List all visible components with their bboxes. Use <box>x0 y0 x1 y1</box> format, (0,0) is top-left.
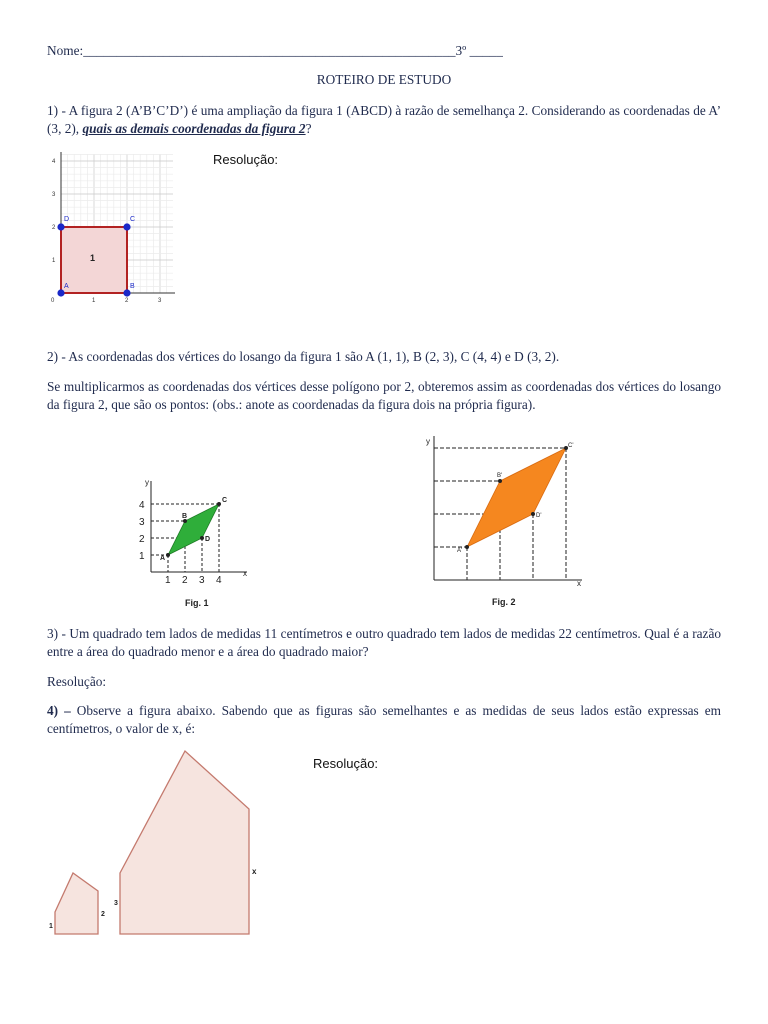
q1-point-label-C: C <box>130 216 136 223</box>
q1-y-tick-label: 2 <box>52 225 56 231</box>
fig1-graph <box>135 475 260 610</box>
fig1-y-tick-label: 1 <box>139 551 145 562</box>
fig2-x-axis-label: x <box>577 579 581 588</box>
fig2-content <box>426 436 582 588</box>
fig1-y-tick-label: 3 <box>139 517 145 528</box>
fig2-point-label: C' <box>568 443 574 449</box>
q1-x-tick-label: 2 <box>125 298 129 304</box>
fig1-content <box>139 478 247 586</box>
q1-text-b: ? <box>305 121 312 136</box>
large-right-label: x <box>252 867 257 876</box>
fig2-point-label: B' <box>497 473 503 479</box>
q4-body: Observe a figura abaixo. Sabendo que as figuras são semelhantes e as medidas de seus lados estão expressas em centímetros, o valor de x, é: <box>47 703 721 736</box>
q1-point-A <box>57 289 64 296</box>
fig1-point-label-A: A <box>160 555 166 562</box>
q1-point-label-D: D <box>64 216 70 223</box>
fig1-point-D <box>200 536 204 540</box>
q1-y-tick-label: 3 <box>52 192 56 198</box>
q4-number: 4) – <box>47 703 71 718</box>
fig2-point-label: D' <box>536 513 542 519</box>
fig1-point-label-C: C <box>222 497 228 504</box>
question-3-text: 3) - Um quadrado tem lados de medidas 11 centímetros e outro quadrado tem lados de medidas 22 centímetros. Qual é a razão entre a área do quadrado menor e a área do quadrado maior? <box>47 626 721 659</box>
fig1-x-tick-label: 1 <box>165 575 171 586</box>
question-1-text <box>47 102 721 138</box>
q3-resolution-label: Resolução: <box>47 674 107 689</box>
q1-graph <box>45 148 180 308</box>
q4-figures <box>45 745 270 940</box>
fig1-point-label-B: B <box>182 513 188 520</box>
fig2-point-label: A' <box>457 548 463 554</box>
q1-point-C <box>123 223 130 230</box>
q1-x-tick-label: 1 <box>92 298 96 304</box>
small-left-label: 1 <box>49 923 53 930</box>
page-title: ROTEIRO DE ESTUDO <box>316 72 452 87</box>
q1-point-label-B: B <box>130 283 135 290</box>
q1-point-label-A: A <box>64 283 69 290</box>
small-pentagon <box>55 873 98 934</box>
q1-x-tick-label: 3 <box>158 298 162 304</box>
q1-y-tick-label: 4 <box>52 159 56 165</box>
q1-y-tick-label: 1 <box>52 258 56 264</box>
fig2-point-A' <box>465 545 469 549</box>
small-right-label: 2 <box>101 911 105 918</box>
q1-figure-label: 1 <box>90 253 96 263</box>
q1-highlight: quais as demais coordenadas da figura 2 <box>82 121 306 136</box>
fig2-caption: Fig. 2 <box>492 597 516 607</box>
fig1-x-tick-label: 3 <box>199 575 205 586</box>
question-4-text <box>47 702 721 738</box>
fig2-rhombus <box>467 448 566 547</box>
question-2-text2: Se multiplicarmos as coordenadas dos vértices desse polígono por 2, obteremos assim as coordenadas dos vértices do losango da figura 2, que são os pontos: (obs.: anote as coordenadas da figura dois na própria figura). <box>47 379 721 412</box>
fig1-y-tick-label: 2 <box>139 534 145 545</box>
q1-text-a: 1) - A figura 2 (A’B’C’D’) é uma ampliação da figura 1 (ABCD) à razão de semelhança 2. Considerando as coordenadas de A’ (3, 2), <box>47 103 721 136</box>
q1-x-tick-label: 0 <box>51 298 55 304</box>
fig1-rhombus <box>168 504 219 555</box>
q4-resolution-label: Resolução: <box>313 756 379 771</box>
large-pentagon <box>120 751 249 934</box>
question-2-text: 2) - As coordenadas dos vértices do losango da figura 1 são A (1, 1), B (2, 3), C (4, 4) e D (3, 2). <box>47 349 560 364</box>
fig1-point-label-D: D <box>205 536 211 543</box>
fig2-y-axis-label: y <box>426 437 430 446</box>
fig2-point-D' <box>531 512 535 516</box>
q1-resolution-label: Resolução: <box>213 152 279 167</box>
fig1-x-tick-label: 2 <box>182 575 188 586</box>
fig1-point-A <box>166 553 170 557</box>
large-left-label: 3 <box>114 900 118 907</box>
q1-point-D <box>57 223 64 230</box>
fig2-point-B' <box>498 479 502 483</box>
fig1-y-axis-label: y <box>145 478 149 487</box>
fig1-point-C <box>217 502 221 506</box>
fig1-y-tick-label: 4 <box>139 500 145 511</box>
fig1-x-axis-label: x <box>243 569 247 578</box>
fig1-x-tick-label: 4 <box>216 575 222 586</box>
fig1-caption: Fig. 1 <box>185 598 209 608</box>
q1-point-B <box>123 289 130 296</box>
fig2-graph <box>420 430 590 610</box>
name-line: Nome:________________________________________________________3º _____ <box>47 43 503 58</box>
